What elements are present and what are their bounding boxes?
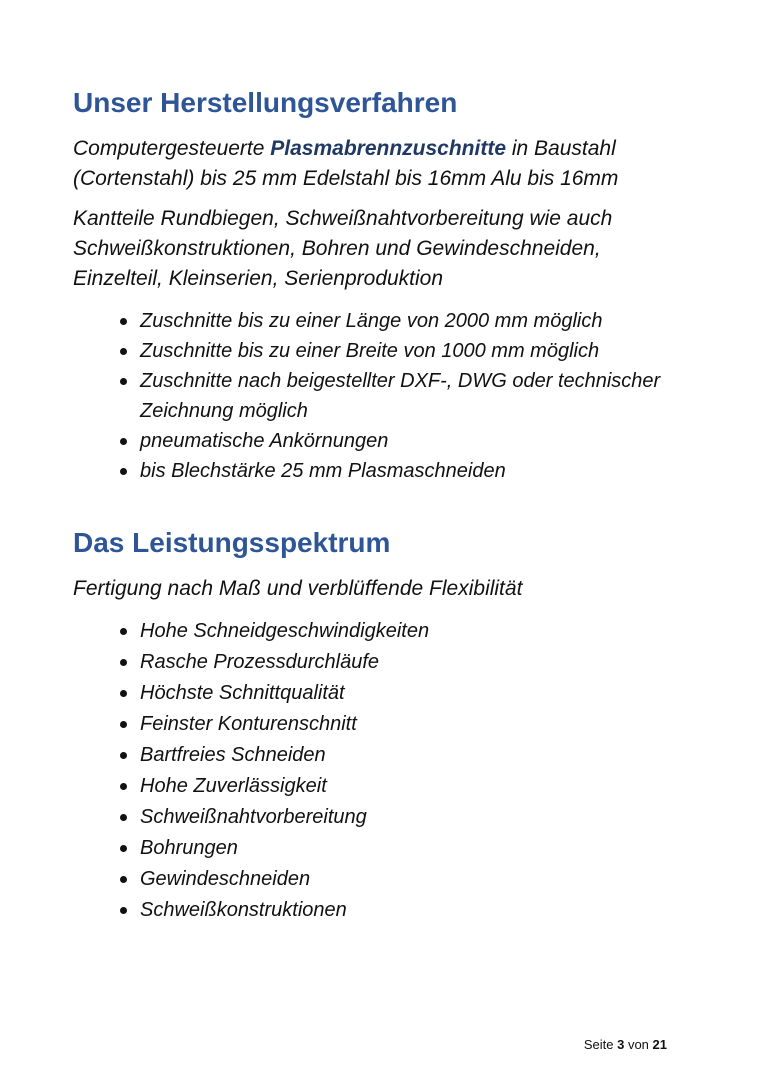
page-footer — [584, 1037, 667, 1053]
intro-text-part1: Computergesteuerte — [73, 137, 271, 160]
leistungen-list — [73, 616, 665, 926]
list-item: Bartfreies Schneiden — [120, 740, 665, 771]
document-content — [73, 86, 665, 926]
list-item: bis Blechstärke 25 mm Plasmaschneiden — [120, 456, 665, 486]
list-item: Hohe Schneidgeschwindigkeiten — [120, 616, 665, 647]
footer-total-pages: 21 — [652, 1037, 667, 1052]
services-paragraph: Kantteile Rundbiegen, Schweißnahtvorbereitung wie auch Schweißkonstruktionen, Bohren und Gewindeschneiden, Einzelteil, Kleinserien, Serienproduktion — [73, 207, 613, 290]
list-item: Gewindeschneiden — [120, 864, 665, 895]
footer-page-number: 3 — [617, 1037, 625, 1052]
list-item: Hohe Zuverlässigkeit — [120, 771, 665, 802]
list-item: Feinster Konturenschnitt — [120, 709, 665, 740]
footer-label-von: von — [624, 1037, 653, 1052]
intro-text-part2: in Baustahl (Cortenstahl) bis 25 mm Edelstahl bis 16mm Alu bis 16mm — [73, 137, 619, 190]
list-item: Höchste Schnittqualität — [120, 678, 665, 709]
section-heading-leistungsspektrum: Das Leistungsspektrum — [73, 527, 391, 558]
footer-label-seite: Seite — [583, 1037, 618, 1052]
list-item: Bohrungen — [120, 833, 665, 864]
list-item: Zuschnitte bis zu einer Breite von 1000 mm möglich — [120, 336, 665, 366]
list-item: Schweißkonstruktionen — [120, 895, 665, 926]
leistungsspektrum-intro: Fertigung nach Maß und verblüffende Flexibilität — [73, 577, 523, 600]
intro-highlight-plasmabrennzuschnitte: Plasmabrennzuschnitte — [270, 137, 507, 160]
list-item: Zuschnitte nach beigestellter DXF-, DWG oder technischer Zeichnung möglich — [120, 366, 665, 426]
list-item: Zuschnitte bis zu einer Länge von 2000 mm möglich — [120, 306, 665, 336]
list-item: pneumatische Ankörnungen — [120, 426, 665, 456]
section-heading-herstellungsverfahren: Unser Herstellungsverfahren — [73, 87, 458, 118]
list-item: Schweißnahtvorbereitung — [120, 802, 665, 833]
intro-paragraph — [73, 134, 665, 194]
capabilities-list — [73, 306, 665, 486]
list-item: Rasche Prozessdurchläufe — [120, 647, 665, 678]
